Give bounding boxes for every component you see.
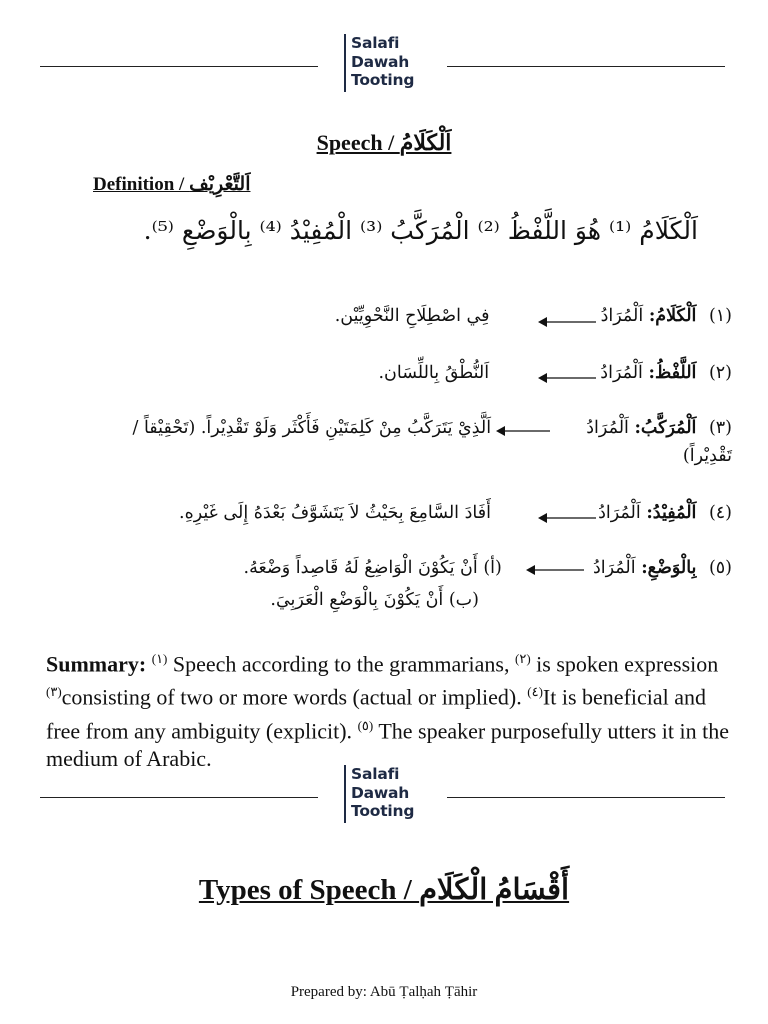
row-number: (٢) — [708, 363, 732, 383]
row-explanation: أَفَادَ السَّامِعَ بِحَيْثُ لاَ يَتَشَوَّفُ بَعْدَهُ إِلَى غَيْرِهِ. — [179, 503, 491, 523]
bottom-logo-row — [0, 765, 768, 827]
arrow-icon — [538, 512, 598, 524]
marker-4: (٤) — [527, 684, 543, 700]
row-explanation: اَلَّذِيْ يَتَرَكَّبُ مِنْ كَلِمَتَيْنِ فَأَكْثَر وَلَوْ تَقْدِيْراً. (تَحْقِيْقاً / — [132, 418, 492, 438]
logo-line-1: Salafi — [351, 765, 400, 783]
row-5 — [72, 554, 732, 614]
arrow-icon — [526, 564, 586, 576]
top-logo-row — [0, 34, 768, 96]
row-1 — [92, 302, 732, 330]
logo — [344, 34, 414, 92]
row-number: (٤) — [708, 503, 732, 523]
summary-text-1: Speech according to the grammarians, — [167, 651, 515, 677]
logo-line-3: Tooting — [351, 802, 415, 820]
row-explanation: فِي اصْطِلَاحِ النَّحْوِيِّيْن. — [334, 306, 490, 326]
summary-text-2: is spoken expression — [530, 651, 719, 677]
logo-line-2: Dawah — [351, 52, 410, 71]
logo-line-2: Dawah — [351, 783, 410, 802]
divider-left — [40, 66, 318, 67]
summary-label: Summary: — [46, 651, 147, 677]
summary-text-3: consisting of two or more words (actual or implied). — [61, 684, 528, 710]
row-murad: اَلْمُرَادُ — [593, 558, 636, 578]
row-explanation-continued: تَقْدِيْراً) — [682, 446, 732, 466]
divider-right — [447, 797, 725, 798]
row-4 — [92, 499, 732, 527]
summary-text-5: The speaker purposefully utters it in the medium of Arabic. — [46, 717, 730, 771]
logo-line-3: Tooting — [351, 71, 415, 89]
row-number: (٥) — [708, 558, 732, 578]
row-murad: اَلْمُرَادُ — [600, 306, 644, 326]
row-3 — [32, 414, 732, 470]
row-murad: اَلْمُرَادُ — [600, 363, 643, 383]
divider-left — [40, 797, 318, 798]
logo — [344, 765, 414, 823]
row-murad: اَلْمُرَادُ — [598, 503, 641, 523]
row-explanation-continued: (ب) أَنْ يَكُوْنَ بِالْوَضْعِ الْعَرَبِيَ. — [270, 590, 479, 610]
marker-5: (٥) — [357, 717, 374, 733]
row-murad: اَلْمُرَادُ — [586, 418, 629, 438]
summary-paragraph — [46, 645, 736, 773]
row-explanation: اَلنُّطْقُ بِاللِّسَان. — [378, 363, 490, 383]
definition-label: Definition / اَلتَّعْرِيْف — [93, 174, 251, 195]
footer-credit: Prepared by: Abū Ṭalḥah Ṭāhir — [290, 984, 478, 1000]
summary-text-4: It is beneficial and free from any ambiguity (explicit). — [46, 684, 707, 743]
arrow-icon — [538, 316, 598, 328]
row-number: (١) — [708, 306, 732, 326]
page-title: Speech / اَلْكَلَامُ — [316, 130, 452, 155]
row-number: (٣) — [708, 418, 732, 438]
row-term: اَللَّفْظُ: — [648, 363, 697, 383]
divider-right — [447, 66, 725, 67]
row-term: اَلْكَلَامُ: — [648, 306, 697, 326]
row-explanation: (أ) أَنْ يَكُوْنَ الْوَاضِعُ لَهُ قَاصِداً وَضْعَهُ. — [243, 558, 502, 578]
row-term: اَلْمُفِيْدُ: — [646, 503, 697, 523]
row-term: بِالْوَضْعِ: — [641, 558, 697, 578]
definition-arabic: اَلْكَلَامُ ⁽¹⁾ هُوَ اللَّفْظُ ⁽²⁾ الْمُرَكَّبُ ⁽³⁾ الْمُفِيْدُ ⁽⁴⁾ بِالْوَضْعِ ⁽⁵⁾. — [143, 216, 698, 245]
arrow-icon — [538, 372, 598, 384]
marker-2: (٢) — [515, 651, 531, 666]
marker-3: (٣) — [46, 684, 62, 700]
row-term: اَلْمُرَكَّبُ: — [634, 418, 697, 438]
logo-line-1: Salafi — [351, 34, 400, 52]
section-title: Types of Speech / أَقْسَامُ الْكَلَام — [198, 874, 570, 906]
row-2 — [92, 359, 732, 387]
arrow-icon — [496, 425, 552, 437]
marker-1: (١) — [151, 651, 168, 666]
